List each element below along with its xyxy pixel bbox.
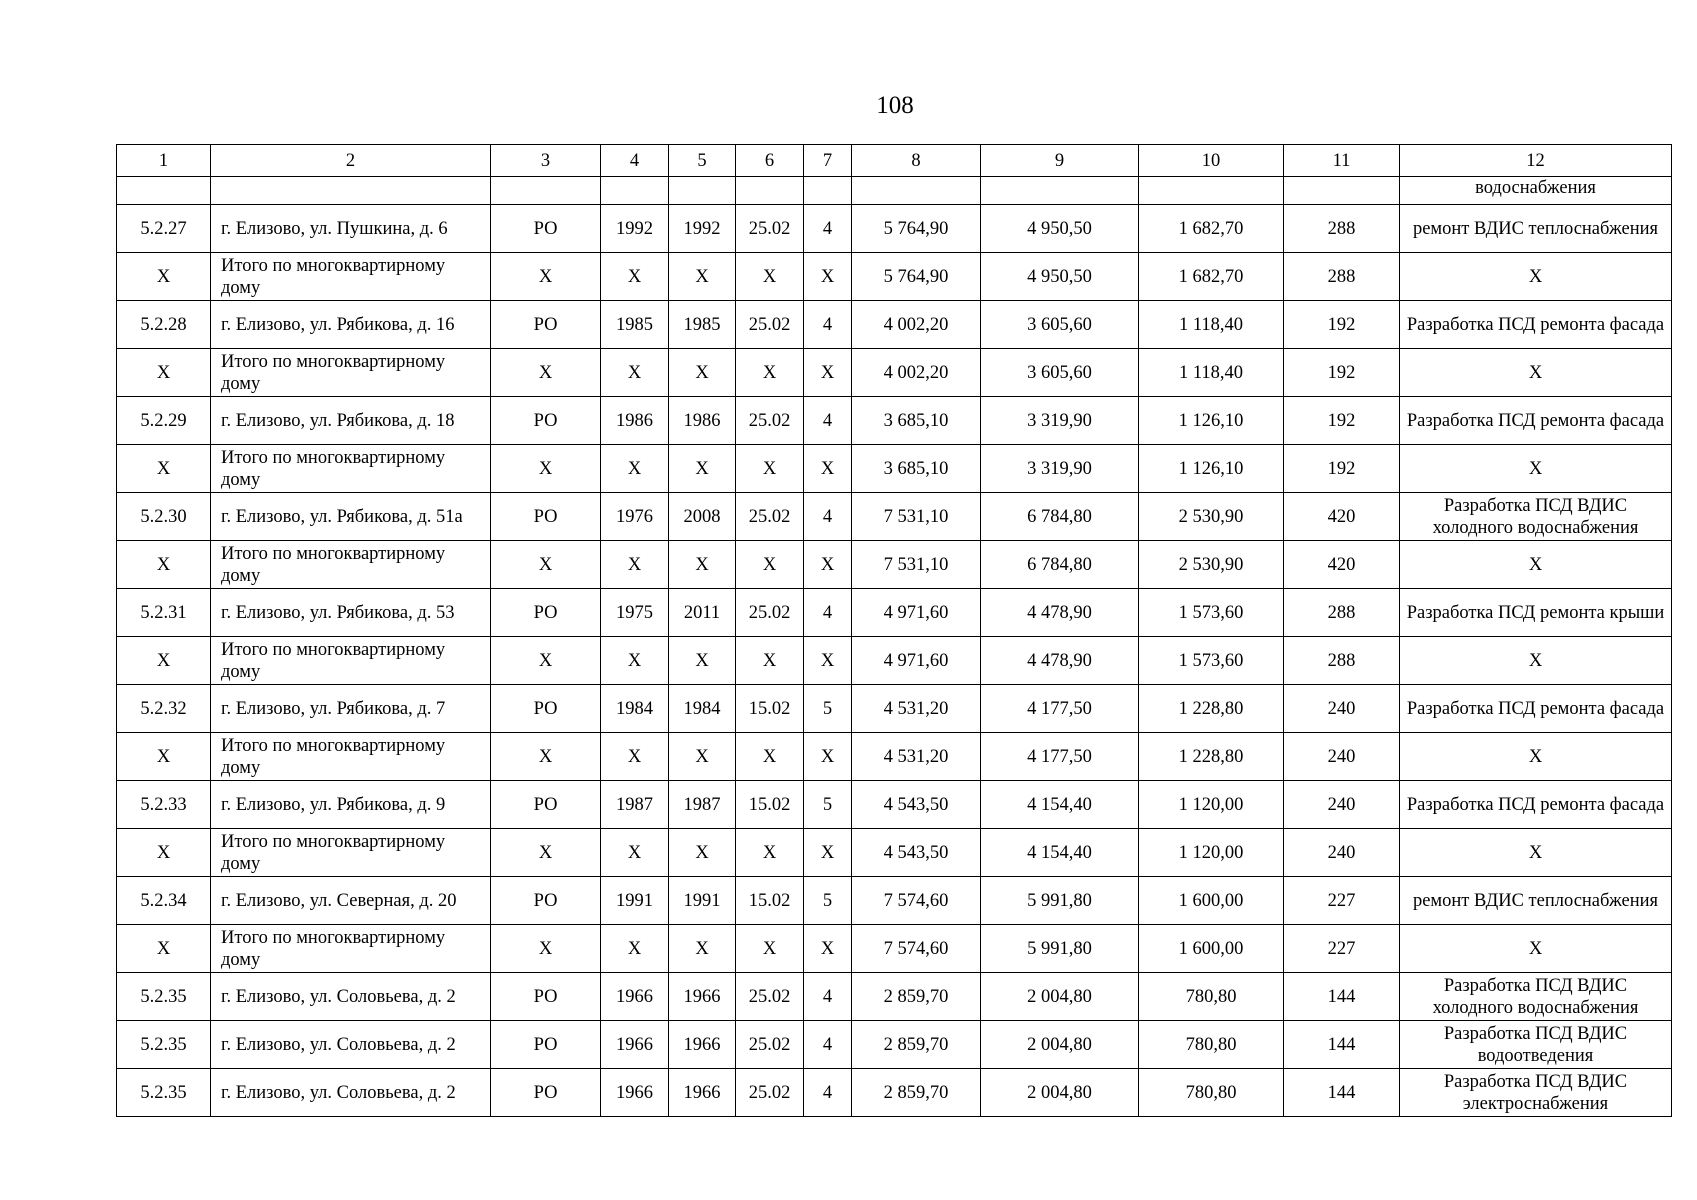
rate-cell: 25.02 [736,397,804,445]
floors-cell: Х [804,733,852,781]
residential-area-cell: 3 319,90 [981,397,1139,445]
residential-area-cell: 4 478,90 [981,637,1139,685]
rate-cell: 25.02 [736,205,804,253]
residential-area-cell: 6 784,80 [981,493,1139,541]
total-area-cell: 4 971,60 [852,637,981,685]
total-area-cell: 2 859,70 [852,1021,981,1069]
building-row [117,493,1672,541]
col-header: 12 [1400,145,1672,177]
residents-cell: 192 [1284,445,1400,493]
nonresidential-area-cell: 1 126,10 [1139,397,1284,445]
empty-cell [736,177,804,205]
rate-cell: 15.02 [736,685,804,733]
work-type-cell: Разработка ПСД ВДИС водоотведения [1400,1021,1672,1069]
residential-area-cell: 4 154,40 [981,781,1139,829]
total-area-cell: 4 531,20 [852,733,981,781]
total-area-cell: 4 002,20 [852,301,981,349]
year-built-cell: 1966 [601,973,669,1021]
work-type-cell: Разработка ПСД ремонта крыши [1400,589,1672,637]
floors-cell: 4 [804,301,852,349]
residential-area-cell: 5 991,80 [981,925,1139,973]
year-built-cell: Х [601,829,669,877]
year-commission-cell: Х [669,349,736,397]
year-commission-cell: 1986 [669,397,736,445]
col-header: 10 [1139,145,1284,177]
row-number-cell: 5.2.35 [117,1069,211,1117]
nonresidential-area-cell: 1 573,60 [1139,637,1284,685]
repair-plan-table [116,144,1672,1117]
type-cell: РО [491,301,601,349]
year-built-cell: Х [601,349,669,397]
year-built-cell: 1992 [601,205,669,253]
floors-cell: 5 [804,877,852,925]
empty-cell [669,177,736,205]
residential-area-cell: 2 004,80 [981,1069,1139,1117]
address-cell: г. Елизово, ул. Соловьева, д. 2 [211,973,491,1021]
work-type-cell: Х [1400,925,1672,973]
year-built-cell: Х [601,925,669,973]
col-header: 5 [669,145,736,177]
residents-cell: 227 [1284,925,1400,973]
floors-cell: 4 [804,589,852,637]
row-number-cell: 5.2.29 [117,397,211,445]
nonresidential-area-cell: 1 682,70 [1139,205,1284,253]
work-type-continuation: водоснабжения [1400,177,1672,205]
total-area-cell: 7 574,60 [852,925,981,973]
nonresidential-area-cell: 2 530,90 [1139,493,1284,541]
row-number-cell: 5.2.34 [117,877,211,925]
work-type-cell: Х [1400,253,1672,301]
rate-cell: Х [736,637,804,685]
type-cell: РО [491,1069,601,1117]
rate-cell: 25.02 [736,589,804,637]
work-type-cell: Разработка ПСД ремонта фасада [1400,781,1672,829]
col-header: 1 [117,145,211,177]
rate-cell: Х [736,829,804,877]
residential-area-cell: 4 950,50 [981,253,1139,301]
work-type-cell: Разработка ПСД ремонта фасада [1400,397,1672,445]
nonresidential-area-cell: 1 600,00 [1139,925,1284,973]
year-built-cell: 1966 [601,1021,669,1069]
residential-area-cell: 4 177,50 [981,733,1139,781]
row-number-cell: Х [117,925,211,973]
row-number-cell: Х [117,541,211,589]
address-cell: Итого по многоквартирному дому [211,733,491,781]
nonresidential-area-cell: 780,80 [1139,973,1284,1021]
subtotal-row [117,445,1672,493]
nonresidential-area-cell: 1 573,60 [1139,589,1284,637]
residential-area-cell: 6 784,80 [981,541,1139,589]
year-commission-cell: 1966 [669,1021,736,1069]
year-commission-cell: Х [669,253,736,301]
year-built-cell: 1975 [601,589,669,637]
col-header: 3 [491,145,601,177]
total-area-cell: 3 685,10 [852,397,981,445]
address-cell: Итого по многоквартирному дому [211,541,491,589]
work-type-cell: Разработка ПСД ВДИС холодного водоснабжения [1400,493,1672,541]
nonresidential-area-cell: 1 120,00 [1139,781,1284,829]
residents-cell: 288 [1284,589,1400,637]
residents-cell: 192 [1284,349,1400,397]
row-number-cell: Х [117,637,211,685]
year-commission-cell: 1966 [669,1069,736,1117]
residents-cell: 240 [1284,781,1400,829]
type-cell: РО [491,589,601,637]
address-cell: г. Елизово, ул. Северная, д. 20 [211,877,491,925]
building-row [117,589,1672,637]
row-number-cell: 5.2.35 [117,1021,211,1069]
row-number-cell: 5.2.28 [117,301,211,349]
residents-cell: 288 [1284,637,1400,685]
rate-cell: 25.02 [736,301,804,349]
row-number-cell: 5.2.33 [117,781,211,829]
col-header: 8 [852,145,981,177]
year-commission-cell: 1992 [669,205,736,253]
type-cell: РО [491,877,601,925]
type-cell: Х [491,253,601,301]
residential-area-cell: 4 478,90 [981,589,1139,637]
floors-cell: Х [804,541,852,589]
floors-cell: Х [804,445,852,493]
floors-cell: 4 [804,973,852,1021]
nonresidential-area-cell: 1 228,80 [1139,733,1284,781]
year-commission-cell: Х [669,925,736,973]
total-area-cell: 4 971,60 [852,589,981,637]
floors-cell: 4 [804,493,852,541]
nonresidential-area-cell: 780,80 [1139,1069,1284,1117]
col-header: 4 [601,145,669,177]
row-number-cell: Х [117,349,211,397]
rate-cell: 25.02 [736,1021,804,1069]
work-type-cell: Х [1400,637,1672,685]
col-header: 9 [981,145,1139,177]
nonresidential-area-cell: 1 126,10 [1139,445,1284,493]
work-type-cell: Х [1400,445,1672,493]
nonresidential-area-cell: 780,80 [1139,1021,1284,1069]
total-area-cell: 5 764,90 [852,253,981,301]
year-built-cell: Х [601,445,669,493]
rate-cell: 25.02 [736,973,804,1021]
total-area-cell: 4 002,20 [852,349,981,397]
year-commission-cell: Х [669,637,736,685]
work-type-cell: ремонт ВДИС теплоснабжения [1400,205,1672,253]
rate-cell: Х [736,733,804,781]
address-cell: г. Елизово, ул. Рябикова, д. 7 [211,685,491,733]
year-commission-cell: 1966 [669,973,736,1021]
type-cell: РО [491,205,601,253]
empty-cell [981,177,1139,205]
total-area-cell: 4 543,50 [852,829,981,877]
subtotal-row [117,637,1672,685]
type-cell: Х [491,349,601,397]
rate-cell: Х [736,349,804,397]
col-header: 7 [804,145,852,177]
row-number-cell: Х [117,733,211,781]
rate-cell: 15.02 [736,781,804,829]
col-header: 6 [736,145,804,177]
total-area-cell: 7 574,60 [852,877,981,925]
floors-cell: 4 [804,1069,852,1117]
row-number-cell: 5.2.27 [117,205,211,253]
row-number-cell: 5.2.35 [117,973,211,1021]
subtotal-row [117,349,1672,397]
residents-cell: 144 [1284,973,1400,1021]
floors-cell: 4 [804,205,852,253]
address-cell: г. Елизово, ул. Рябикова, д. 9 [211,781,491,829]
year-built-cell: 1986 [601,397,669,445]
rate-cell: 15.02 [736,877,804,925]
residents-cell: 144 [1284,1069,1400,1117]
empty-cell [211,177,491,205]
nonresidential-area-cell: 1 118,40 [1139,349,1284,397]
address-cell: Итого по многоквартирному дому [211,925,491,973]
year-commission-cell: 2011 [669,589,736,637]
floors-cell: Х [804,829,852,877]
address-cell: Итого по многоквартирному дому [211,829,491,877]
col-header: 11 [1284,145,1400,177]
residents-cell: 240 [1284,685,1400,733]
year-built-cell: 1984 [601,685,669,733]
work-type-cell: Разработка ПСД ремонта фасада [1400,685,1672,733]
residents-cell: 240 [1284,829,1400,877]
nonresidential-area-cell: 1 228,80 [1139,685,1284,733]
row-number-cell: Х [117,445,211,493]
work-type-cell: Разработка ПСД ВДИС холодного водоснабжения [1400,973,1672,1021]
type-cell: РО [491,397,601,445]
type-cell: РО [491,493,601,541]
column-number-header-row [117,145,1672,177]
address-cell: г. Елизово, ул. Рябикова, д. 16 [211,301,491,349]
year-commission-cell: 1987 [669,781,736,829]
total-area-cell: 2 859,70 [852,1069,981,1117]
type-cell: Х [491,541,601,589]
type-cell: Х [491,925,601,973]
address-cell: г. Елизово, ул. Соловьева, д. 2 [211,1069,491,1117]
residents-cell: 227 [1284,877,1400,925]
residents-cell: 144 [1284,1021,1400,1069]
residential-area-cell: 2 004,80 [981,973,1139,1021]
work-type-cell: Разработка ПСД ВДИС электроснабжения [1400,1069,1672,1117]
type-cell: Х [491,445,601,493]
residents-cell: 288 [1284,205,1400,253]
address-cell: г. Елизово, ул. Рябикова, д. 53 [211,589,491,637]
subtotal-row [117,829,1672,877]
rate-cell: 25.02 [736,1069,804,1117]
building-row [117,1069,1672,1117]
total-area-cell: 7 531,10 [852,541,981,589]
rate-cell: Х [736,445,804,493]
year-commission-cell: 1985 [669,301,736,349]
nonresidential-area-cell: 1 118,40 [1139,301,1284,349]
type-cell: Х [491,829,601,877]
year-built-cell: 1987 [601,781,669,829]
rate-cell: Х [736,541,804,589]
residents-cell: 420 [1284,493,1400,541]
address-cell: Итого по многоквартирному дому [211,253,491,301]
address-cell: г. Елизово, ул. Соловьева, д. 2 [211,1021,491,1069]
floors-cell: Х [804,349,852,397]
empty-cell [491,177,601,205]
year-built-cell: Х [601,253,669,301]
residential-area-cell: 3 605,60 [981,349,1139,397]
address-cell: Итого по многоквартирному дому [211,349,491,397]
row-number-cell: Х [117,829,211,877]
year-commission-cell: Х [669,445,736,493]
address-cell: Итого по многоквартирному дому [211,445,491,493]
year-commission-cell: Х [669,733,736,781]
residential-area-cell: 4 154,40 [981,829,1139,877]
residential-area-cell: 2 004,80 [981,1021,1139,1069]
floors-cell: Х [804,253,852,301]
residential-area-cell: 5 991,80 [981,877,1139,925]
floors-cell: 4 [804,1021,852,1069]
residents-cell: 240 [1284,733,1400,781]
empty-cell [117,177,211,205]
address-cell: г. Елизово, ул. Рябикова, д. 18 [211,397,491,445]
work-type-cell: Х [1400,829,1672,877]
year-commission-cell: 2008 [669,493,736,541]
year-commission-cell: Х [669,541,736,589]
work-type-cell: Х [1400,733,1672,781]
total-area-cell: 5 764,90 [852,205,981,253]
total-area-cell: 7 531,10 [852,493,981,541]
continuation-row [117,177,1672,205]
year-commission-cell: 1991 [669,877,736,925]
building-row [117,397,1672,445]
building-row [117,205,1672,253]
empty-cell [1139,177,1284,205]
floors-cell: Х [804,637,852,685]
rate-cell: Х [736,253,804,301]
empty-cell [601,177,669,205]
type-cell: Х [491,637,601,685]
row-number-cell: 5.2.30 [117,493,211,541]
year-built-cell: Х [601,637,669,685]
total-area-cell: 4 543,50 [852,781,981,829]
type-cell: РО [491,781,601,829]
row-number-cell: 5.2.32 [117,685,211,733]
work-type-cell: ремонт ВДИС теплоснабжения [1400,877,1672,925]
empty-cell [1284,177,1400,205]
floors-cell: 5 [804,781,852,829]
nonresidential-area-cell: 2 530,90 [1139,541,1284,589]
building-row [117,301,1672,349]
subtotal-row [117,253,1672,301]
subtotal-row [117,733,1672,781]
work-type-cell: Х [1400,349,1672,397]
nonresidential-area-cell: 1 120,00 [1139,829,1284,877]
rate-cell: 25.02 [736,493,804,541]
subtotal-row [117,541,1672,589]
type-cell: РО [491,1021,601,1069]
row-number-cell: Х [117,253,211,301]
col-header: 2 [211,145,491,177]
page-number: 108 [876,92,914,119]
residents-cell: 192 [1284,397,1400,445]
address-cell: Итого по многоквартирному дому [211,637,491,685]
residential-area-cell: 3 605,60 [981,301,1139,349]
type-cell: РО [491,973,601,1021]
year-built-cell: Х [601,541,669,589]
rate-cell: Х [736,925,804,973]
residents-cell: 192 [1284,301,1400,349]
year-commission-cell: Х [669,829,736,877]
residential-area-cell: 3 319,90 [981,445,1139,493]
type-cell: РО [491,685,601,733]
year-built-cell: 1966 [601,1069,669,1117]
total-area-cell: 3 685,10 [852,445,981,493]
residential-area-cell: 4 950,50 [981,205,1139,253]
floors-cell: 4 [804,397,852,445]
residents-cell: 288 [1284,253,1400,301]
building-row [117,781,1672,829]
address-cell: г. Елизово, ул. Рябикова, д. 51а [211,493,491,541]
subtotal-row [117,925,1672,973]
year-built-cell: 1985 [601,301,669,349]
empty-cell [852,177,981,205]
year-built-cell: 1976 [601,493,669,541]
building-row [117,685,1672,733]
year-built-cell: Х [601,733,669,781]
residential-area-cell: 4 177,50 [981,685,1139,733]
residents-cell: 420 [1284,541,1400,589]
building-row [117,877,1672,925]
floors-cell: 5 [804,685,852,733]
nonresidential-area-cell: 1 682,70 [1139,253,1284,301]
floors-cell: Х [804,925,852,973]
building-row [117,1021,1672,1069]
year-built-cell: 1991 [601,877,669,925]
empty-cell [804,177,852,205]
work-type-cell: Х [1400,541,1672,589]
work-type-cell: Разработка ПСД ремонта фасада [1400,301,1672,349]
row-number-cell: 5.2.31 [117,589,211,637]
total-area-cell: 4 531,20 [852,685,981,733]
building-row [117,973,1672,1021]
year-commission-cell: 1984 [669,685,736,733]
nonresidential-area-cell: 1 600,00 [1139,877,1284,925]
total-area-cell: 2 859,70 [852,973,981,1021]
address-cell: г. Елизово, ул. Пушкина, д. 6 [211,205,491,253]
type-cell: Х [491,733,601,781]
